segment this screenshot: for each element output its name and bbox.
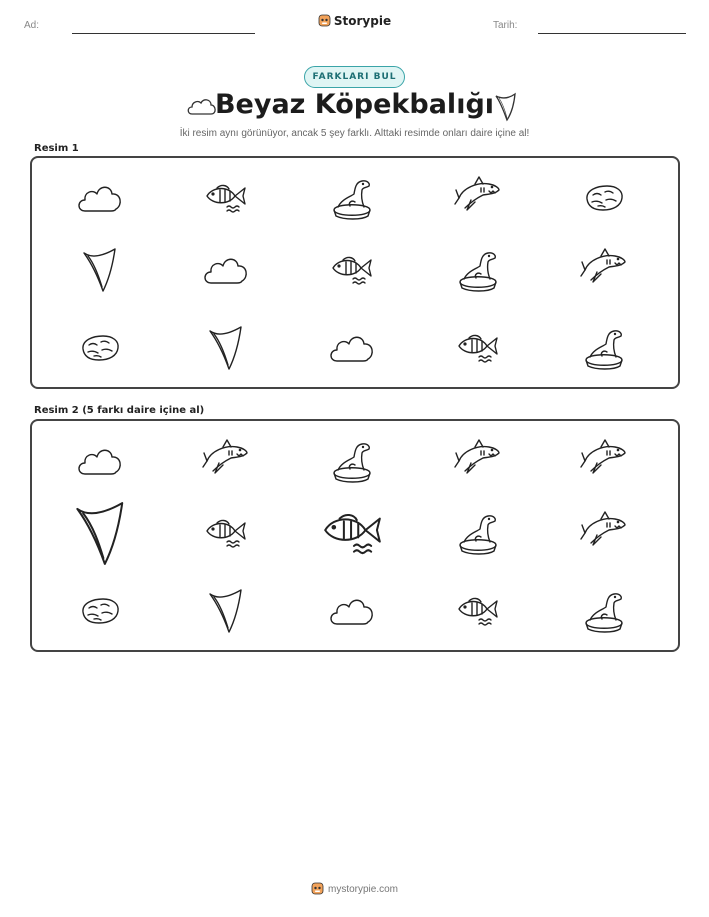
picture-1-item	[564, 235, 644, 305]
cloud-icon	[328, 594, 376, 628]
fish-icon	[329, 254, 375, 286]
shark-tooth-icon	[493, 92, 519, 122]
tooth-icon	[73, 500, 128, 567]
shark-icon	[455, 439, 501, 483]
picture-2-item[interactable]	[312, 426, 392, 496]
shark-icon	[203, 439, 249, 483]
picture-2-item[interactable]	[60, 426, 140, 496]
picture-2-item[interactable]	[60, 576, 140, 646]
cloud-icon	[328, 331, 376, 365]
picture-1-item	[186, 313, 266, 383]
shark-icon	[455, 176, 501, 220]
seal-icon	[580, 589, 628, 633]
picture-1-item	[438, 163, 518, 233]
seal-icon	[580, 326, 628, 370]
brand-name: Storypie	[333, 14, 392, 28]
date-line[interactable]	[538, 33, 686, 34]
picture-1-item	[312, 235, 392, 305]
fish-icon	[203, 182, 249, 214]
picture-2-item[interactable]	[186, 576, 266, 646]
page-title: Beyaz Köpekbalığı	[214, 89, 495, 120]
picture-1-item	[438, 313, 518, 383]
activity-badge: FARKLARI BUL	[304, 66, 405, 88]
picture-2-item[interactable]	[438, 426, 518, 496]
picture-2-item[interactable]	[438, 576, 518, 646]
picture-1-item	[60, 163, 140, 233]
shark-icon	[581, 248, 627, 292]
picture-1-item	[186, 163, 266, 233]
picture-2-item[interactable]	[312, 498, 392, 568]
picture-2-item[interactable]	[186, 498, 266, 568]
picture-1-item	[564, 313, 644, 383]
cloud-icon	[76, 181, 124, 215]
seal-icon	[454, 248, 502, 292]
picture-2-item[interactable]	[186, 426, 266, 496]
picture-1-item	[438, 235, 518, 305]
picture-2-item[interactable]	[312, 576, 392, 646]
shark-icon	[581, 439, 627, 483]
fish-icon	[319, 510, 386, 556]
picture-2-label: Resim 2 (5 farkı daire içine al)	[34, 405, 205, 416]
name-line[interactable]	[72, 33, 255, 34]
instructions: İki resim aynı görünüyor, ancak 5 şey farklı. Alttaki resimde onları daire içine al!	[179, 128, 530, 139]
picture-1-item	[312, 313, 392, 383]
stone-icon	[79, 596, 121, 626]
seal-icon	[454, 511, 502, 555]
picture-1-item	[60, 235, 140, 305]
shark-icon	[581, 511, 627, 555]
tooth-icon	[207, 588, 245, 634]
picture-1-label: Resim 1	[34, 143, 79, 154]
picture-2-item[interactable]	[564, 576, 644, 646]
name-label: Ad:	[24, 20, 40, 31]
stone-icon	[79, 333, 121, 363]
storypie-logo-icon	[318, 13, 331, 27]
picture-2-grid[interactable]	[32, 421, 678, 650]
stone-icon	[583, 183, 625, 213]
seal-icon	[328, 439, 376, 483]
picture-1-item	[312, 163, 392, 233]
picture-1-grid	[32, 158, 678, 387]
picture-1-item	[60, 313, 140, 383]
picture-2-item[interactable]	[438, 498, 518, 568]
tooth-icon	[207, 325, 245, 371]
seal-icon	[328, 176, 376, 220]
picture-1-item	[564, 163, 644, 233]
picture-2-frame	[30, 419, 680, 652]
cloud-icon	[202, 253, 250, 287]
footer	[0, 881, 709, 895]
tooth-icon	[81, 247, 119, 293]
picture-2-item[interactable]	[564, 498, 644, 568]
fish-icon	[455, 332, 501, 364]
fish-icon	[203, 517, 249, 549]
picture-2-item[interactable]	[564, 426, 644, 496]
brand-logo	[0, 13, 709, 28]
fish-icon	[455, 595, 501, 627]
storypie-footer-icon	[311, 881, 324, 895]
picture-2-item[interactable]	[60, 498, 140, 568]
date-label: Tarih:	[493, 20, 518, 31]
picture-1-item	[186, 235, 266, 305]
cloud-icon	[76, 444, 124, 478]
picture-1-frame	[30, 156, 680, 389]
footer-url: mystorypie.com	[327, 884, 398, 895]
